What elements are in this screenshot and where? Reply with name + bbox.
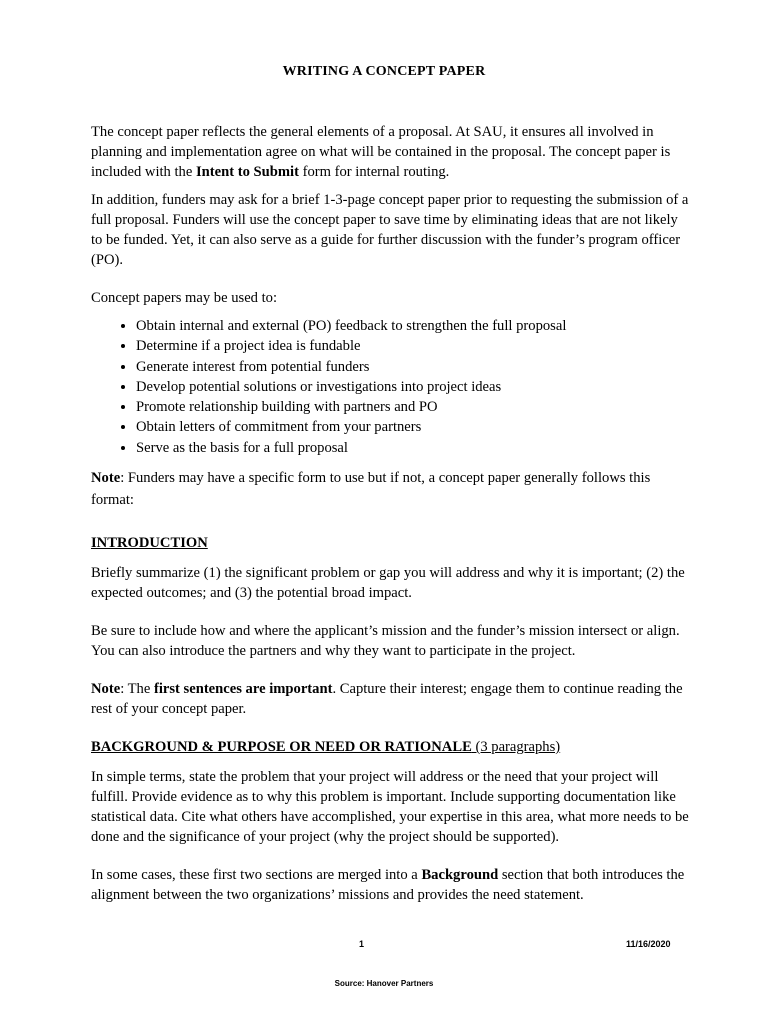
background-paragraph-2 — [91, 865, 691, 905]
intro-p1-text-b: form for internal routing. — [298, 164, 450, 180]
format-note — [91, 467, 691, 511]
background-heading — [91, 737, 691, 757]
note-bold-phrase: first sentences are important — [153, 681, 333, 698]
background-p2-text-b: section that both introduces the alignment between the two organizations’ missions and provides the need statement. — [91, 867, 685, 904]
note-text-a: : The — [120, 681, 154, 698]
list-item: • Obtain letters of commitment from your partners — [136, 417, 691, 437]
page-number: 1 — [359, 939, 365, 949]
list-item: • Obtain internal and external (PO) feedback to strengthen the full proposal — [136, 316, 691, 336]
note-text-b: . Capture their interest; engage them to continue reading the rest of your concept paper. — [91, 681, 683, 718]
introduction-paragraph-2: Be sure to include how and where the applicant’s mission and the funder’s mission intersect or align. You can also introduce the partners and why they want to participate in the project. — [91, 623, 680, 660]
background-p2-text-a: In some cases, these first two sections are merged into a — [91, 867, 422, 884]
background-heading-text: BACKGROUND & PURPOSE OR NEED OR RATIONALE — [91, 739, 472, 756]
note-label: Note — [91, 470, 121, 487]
footer-source: Source: Hanover Partners — [334, 979, 434, 988]
document-body — [91, 122, 691, 905]
introduction-heading: INTRODUCTION — [91, 535, 208, 552]
note-label: Note — [91, 681, 121, 698]
footer-date: 11/16/2020 — [626, 939, 671, 949]
background-bold: Background — [421, 867, 499, 884]
background-paragraph-1: In simple terms, state the problem that your project will address or the need that your project will fulfill. Provide evidence as to why this problem is important. Include supporting documentation like statistical data. Cite what others have accomplished, your expertise in this area, what more needs to be done and the significance of your project (why the project should be supported). — [91, 769, 689, 846]
intro-p1-text-a: The concept paper reflects the general elements of a proposal. At SAU, it ensures all involved in planning and implementation agree on what will be contained in the proposal. The concept paper is included with the — [91, 124, 671, 180]
list-item: • Develop potential solutions or investigations into project ideas — [136, 377, 691, 397]
uses-list — [91, 316, 691, 458]
intro-paragraph-1 — [91, 122, 691, 182]
list-item: • Determine if a project idea is fundable — [136, 336, 691, 356]
list-item: • Generate interest from potential funders — [136, 357, 691, 377]
list-item: • Promote relationship building with partners and PO — [136, 397, 691, 417]
intent-to-submit-bold: Intent to Submit — [195, 164, 299, 180]
introduction-note — [91, 679, 691, 719]
introduction-paragraph-1: Briefly summarize (1) the significant problem or gap you will address and why it is important; (2) the expected outcomes; and (3) the potential broad impact. — [91, 565, 685, 602]
intro-paragraph-2: In addition, funders may ask for a brief 1-3-page concept paper prior to requesting the submission of a full proposal. Funders will use the concept paper to save time by eliminating ideas that are not likely to be funded. Yet, it can also serve as a guide for further discussion with the funder’s program officer (PO). — [91, 192, 689, 268]
note-text: : Funders may have a specific form to use but if not, a concept paper generally follows this format: — [91, 470, 651, 509]
list-item: • Serve as the basis for a full proposal — [136, 438, 691, 458]
document-title: WRITING A CONCEPT PAPER — [282, 64, 486, 79]
background-heading-paren: (3 paragraphs) — [471, 739, 561, 756]
intro-paragraph-3: Concept papers may be used to: — [91, 290, 278, 306]
